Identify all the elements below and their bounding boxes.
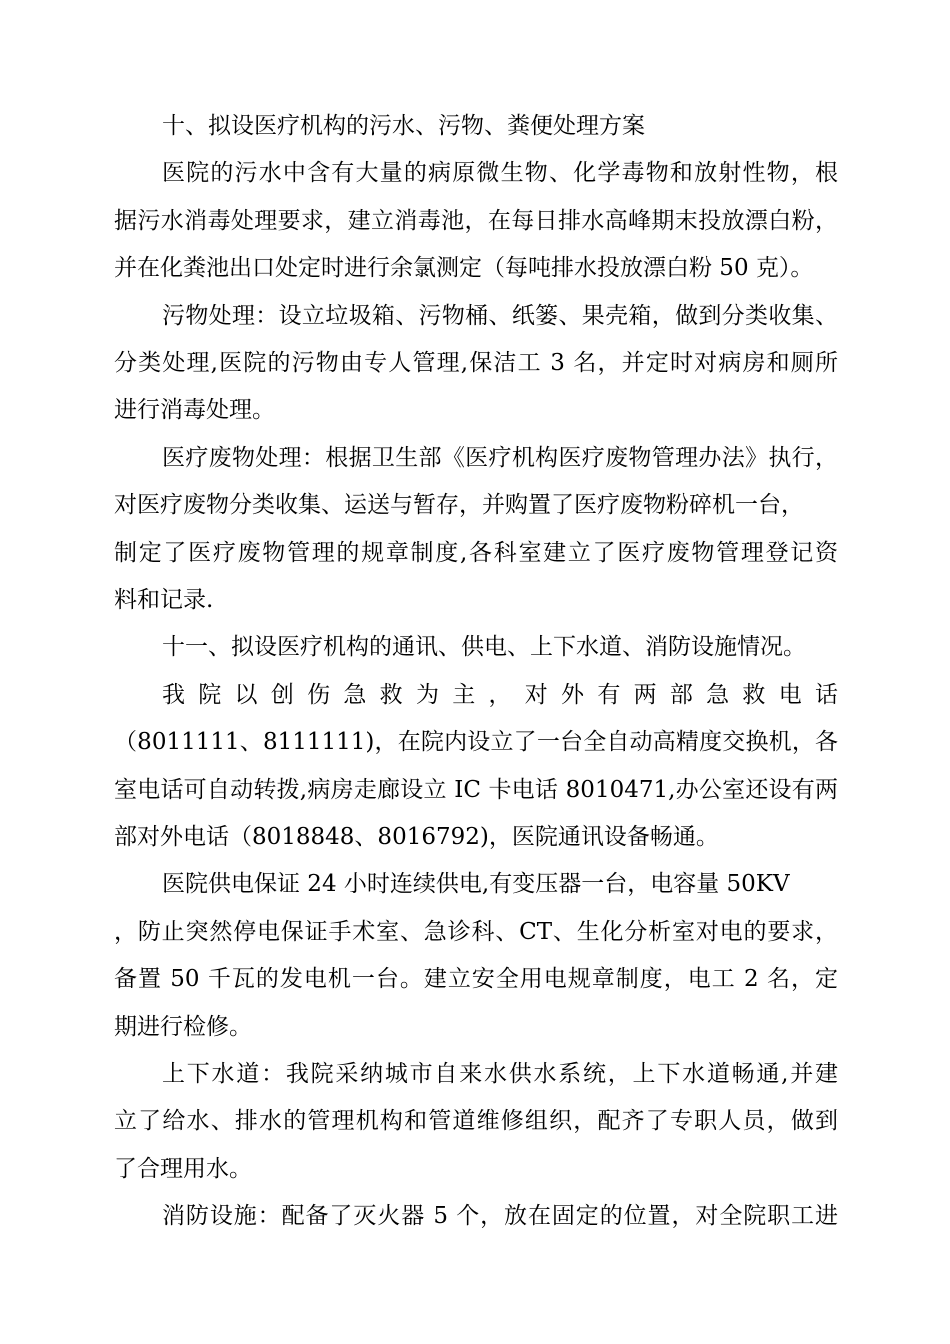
text-line: 并在化粪池出口处定时进行余氯测定（每吨排水投放漂白粉 50 克）。: [114, 255, 814, 282]
text-line: 了合理用水。: [114, 1155, 252, 1182]
paragraph-water: [114, 1051, 838, 1193]
heading-section-10: [114, 103, 838, 150]
text-line: 污物处理：设立垃圾箱、污物桶、纸篓、果壳箱，做到分类收集、: [162, 302, 838, 329]
text-line: 医院的污水中含有大量的病原微生物、化学毒物和放射性物，根: [162, 160, 838, 187]
text-line: 期进行检修。: [114, 1013, 252, 1040]
text-line: （8011111、8111111)，在院内设立了一台全自动高精度交换机，各: [114, 729, 838, 756]
paragraph-communication: [114, 672, 838, 862]
paragraph-sewage: [114, 150, 838, 292]
paragraph-fire: [114, 1193, 838, 1240]
text-line: 立了给水、排水的管理机构和管道维修组织，配齐了专职人员，做到: [114, 1108, 838, 1135]
text-line: 消防设施：配备了灭火器 5 个，放在固定的位置，对全院职工进: [162, 1203, 838, 1230]
text-line: ，防止突然停电保证手术室、急诊科、CT、生化分析室对电的要求，: [114, 918, 838, 945]
text-line: 对医疗废物分类收集、运送与暂存，并购置了医疗废物粉碎机一台，: [114, 492, 804, 519]
paragraph-medical-waste: [114, 435, 838, 625]
text-line: 十一、拟设医疗机构的通讯、供电、上下水道、消防设施情况。: [162, 634, 806, 661]
document-body: [114, 103, 838, 1241]
text-line: 医院供电保证 24 小时连续供电,有变压器一台，电容量 50KV: [162, 871, 790, 898]
text-line: 部对外电话（8018848、8016792)，医院通讯设备畅通。: [114, 823, 719, 850]
heading-section-11: [114, 624, 838, 671]
text-line: 分类处理,医院的污物由专人管理,保洁工 3 名，并定时对病房和厕所: [114, 349, 838, 376]
paragraph-waste: [114, 293, 838, 435]
text-line: 进行消毒处理。: [114, 397, 275, 424]
text-line: 医疗废物处理：根据卫生部《医疗机构医疗废物管理办法》执行，: [162, 444, 838, 471]
text-line: 上下水道：我院采纳城市自来水供水系统，上下水道畅通,并建: [162, 1060, 838, 1087]
text-line: 室电话可自动转拨,病房走廊设立 IC 卡电话 8010471,办公室还设有两: [114, 776, 838, 803]
text-line: 备置 50 千瓦的发电机一台。建立安全用电规章制度，电工 2 名，定: [114, 966, 838, 993]
text-line: 我 院 以 创 伤 急 救 为 主 ， 对 外 有 两 部 急 救 电 话: [162, 681, 838, 708]
text-line: 制定了医疗废物管理的规章制度,各科室建立了医疗废物管理登记资: [114, 539, 838, 566]
text-line: 料和记录.: [114, 586, 214, 613]
paragraph-power-supply: [114, 861, 838, 1051]
text-line: 据污水消毒处理要求，建立消毒池，在每日排水高峰期末投放漂白粉，: [114, 207, 838, 234]
text-line: 十、拟设医疗机构的污水、污物、粪便处理方案: [162, 113, 645, 139]
